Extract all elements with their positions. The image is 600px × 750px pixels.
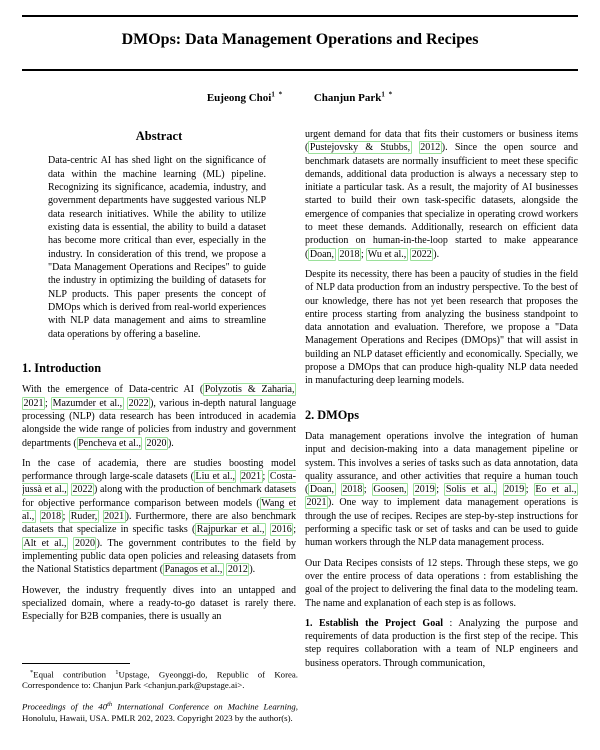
text-segment: ). The government contributes to the field by implementing public data open policies and releasing datasets from the National Statistics department (: [22, 537, 296, 576]
text-segment: ;: [62, 511, 70, 523]
citation-link[interactable]: Mazumder et al.,: [52, 397, 123, 409]
citation-link[interactable]: 2021: [23, 397, 44, 409]
citation-link[interactable]: 2020: [74, 537, 95, 549]
text-segment: With the emergence of Data-centric AI (: [22, 384, 204, 396]
citation-link[interactable]: Goosen,: [373, 484, 407, 496]
citation-link[interactable]: 2012: [227, 564, 248, 576]
citation-link[interactable]: Panagos et al.,: [164, 564, 223, 576]
paragraph: [22, 584, 296, 624]
text-segment: [412, 142, 419, 153]
text-segment: ).: [167, 437, 174, 449]
text-segment: Despite its necessity, there has been a paucity of studies in the field of NLP data production from an industry perspective. To the best of our knowledge, there has not yet been research that proposes the entire process starting from analyzing the business standpoint to data annotation and evaluation. Therefore, we propose a "Data Management Operations and Recipes (DMOps)" that will assist in building an NLP dataset efficiently and economically. Specially, we propose a DMOps that can produce high-quality NLP data needed in manufacturing deep learning models.: [305, 268, 578, 387]
text-segment: 1: [115, 669, 119, 676]
citation-link[interactable]: 2022: [72, 484, 93, 496]
text-segment: ). Since the open source and benchmark datasets are normally insufficient to meet these specific demands, additional data production is always a necessary step to initiate a particular task. As a result, the majority of AI businesses started to build their own task-specific datasets, alongside the emergence of companies that specialize in operating crowd workers to meet these demands. Additionally, research on efficient data production on human-in-the-loop started to make appearance (: [305, 142, 578, 260]
citation-link[interactable]: 2021: [104, 511, 125, 523]
author-1-affiliation-marks: 1 *: [271, 90, 284, 98]
citation-link[interactable]: Doan,: [309, 484, 335, 496]
text-segment: International Conference on Machine Learning: [112, 701, 296, 712]
text-segment: ;: [436, 484, 445, 496]
text-segment: urgent demand for data that fits their customers or business items (: [305, 129, 578, 154]
text-segment: ).: [433, 248, 440, 260]
author-1-name: Eujeong Choi: [206, 91, 272, 104]
text-segment: ;: [293, 524, 296, 536]
citation-link[interactable]: Pencheva et al.,: [78, 437, 141, 449]
section-heading-dmops: 2. DMOps: [305, 407, 359, 422]
text-segment: [497, 484, 502, 495]
text-segment: , Honolulu, Hawaii, USA. PMLR 202, 2023. Copyright 2023 by the author(s).: [22, 701, 298, 723]
citation-link[interactable]: 2020: [146, 437, 167, 449]
footnote-rule: [22, 663, 130, 664]
abstract-text: Data-centric AI has shed light on the significance of data within the machine learning (ML) pipeline. Recognizing its significance, academia, industry, and government departments have suggested various NLP data research initiatives. While the ability to utilize existing data is essential, the ability to build a dataset has become more critical than ever, especially in the industry. In consideration of this trend, we propose a "Data Management Operations and Recipes" to guide the industry in optimizing the building of datasets for NLP products. This paper presents the concept of DMOps which is derived from real-world experiences with NLP data management and aims to streamline data operations by offering a baseline.: [48, 155, 266, 340]
text-segment: However, the industry frequently dives into an untapped and specialized domain, where a ready-to-go dataset is rarely there. Especially for B2B companies, there is usually an: [22, 584, 296, 623]
citation-link[interactable]: Eo et al.,: [535, 484, 577, 496]
text-segment: ). Furthermore, there are also benchmark datasets that specialize in specific tasks (: [22, 511, 296, 536]
paragraph: [305, 128, 578, 261]
citation-link[interactable]: Pustejovsky & Stubbs,: [309, 142, 411, 154]
text-segment: ).: [249, 564, 256, 576]
text-segment: ;: [363, 484, 372, 496]
text-segment: ), various in-depth natural language processing (NLP) data research has been introduced in academia alongside the wide range of policies from industry and government departments (: [22, 397, 296, 449]
citation-link[interactable]: 2019: [414, 484, 435, 496]
author-2-affiliation-marks: 1 *: [381, 90, 394, 98]
right-column: [305, 128, 578, 750]
citation-link[interactable]: Ruder,: [70, 511, 98, 523]
text-segment: ) along with the production of benchmark datasets for objective performance comparison between models (: [22, 484, 296, 509]
citation-link[interactable]: Solis et al.,: [445, 484, 496, 496]
citation-link[interactable]: Wang et al.,: [22, 497, 296, 523]
paragraph: [22, 383, 296, 449]
citation-link[interactable]: 2022: [411, 248, 432, 260]
citation-link[interactable]: Wu et al.,: [367, 248, 407, 260]
text-segment: ;: [45, 397, 52, 409]
text-segment: 1. Establish the Project Goal: [305, 617, 443, 629]
citation-link[interactable]: 2021: [241, 471, 262, 483]
citation-link[interactable]: 2018: [339, 248, 360, 260]
citation-link[interactable]: 2018: [41, 511, 62, 523]
title-underline-rule: [22, 69, 578, 71]
text-segment: ). One way to implement data management operations is through the use of recipes. Recipes are step-by-step instructions for performing a specific task or set of tasks and can be used to guide human workers through the NLP data management process.: [305, 497, 578, 549]
text-segment: Data management operations involve the integration of human input and decision-making into a data management pipeline or system. This involves a series of tasks such as data annotation, data quality assurance, and other activities that require a human touch (: [305, 430, 578, 496]
section-heading-introduction: 1. Introduction: [22, 361, 102, 376]
text-segment: th: [107, 701, 113, 709]
paper-title: DMOps: Data Management Operations and Recipes: [121, 31, 479, 48]
text-segment: Our Data Recipes consists of 12 steps. Through these steps, we go over the entire process of data operations : from establishing the goal of the project to delivering the final data to the modeling team. The name and explanation of each step is as follows.: [305, 557, 578, 609]
top-rule: [22, 15, 578, 17]
footnote-proceedings: [22, 700, 298, 723]
text-segment: Equal contribution: [33, 669, 116, 680]
footnote-block: [22, 663, 298, 724]
citation-link[interactable]: 2016: [271, 524, 292, 536]
text-segment: In the case of academia, there are studies boosting model performance through large-scale datasets (: [22, 457, 296, 483]
citation-link[interactable]: 2018: [342, 484, 363, 496]
citation-link[interactable]: 2012: [420, 142, 441, 154]
citation-link[interactable]: 2022: [128, 397, 149, 409]
citation-link[interactable]: 2021: [306, 497, 327, 509]
author-1: [207, 92, 283, 104]
paragraph: [305, 557, 578, 610]
author-2-name: Chanjun Park: [313, 91, 382, 104]
paragraph: [22, 457, 296, 577]
text-segment: ;: [262, 471, 269, 483]
text-segment: *: [30, 669, 34, 676]
citation-link[interactable]: Alt et al.,: [23, 537, 67, 549]
author-line: [0, 90, 600, 104]
paragraph: [305, 268, 578, 388]
paragraph: [305, 617, 578, 670]
citation-link[interactable]: Costa-jussà et al.,: [22, 471, 296, 496]
abstract-heading: Abstract: [135, 130, 183, 143]
citation-link[interactable]: Polyzotis & Zaharia,: [204, 384, 295, 396]
citation-link[interactable]: Liu et al.,: [195, 471, 235, 483]
text-segment: [36, 511, 40, 522]
author-2: [314, 92, 393, 104]
text-segment: : Analyzing the purpose and requirements of data production is the first step of the recipe. This step requires collaboration with a team of NLP engineers and business operators. Through communication,: [305, 617, 578, 669]
citation-link[interactable]: 2019: [504, 484, 525, 496]
text-segment: ;: [361, 248, 367, 260]
text-segment: ;: [525, 484, 534, 496]
text-segment: Proceedings of the 40: [22, 701, 108, 712]
footnote-affiliation: [22, 668, 298, 691]
citation-link[interactable]: Rajpurkar et al.,: [196, 524, 265, 536]
citation-link[interactable]: Doan,: [309, 248, 335, 260]
paragraph: [305, 430, 578, 550]
text-segment: Upstage, Gyeonggi-do, Republic of Korea. Correspondence to: Chanjun Park <chanjun.park@upstage.ai>.: [22, 669, 299, 691]
left-column: [22, 130, 296, 660]
